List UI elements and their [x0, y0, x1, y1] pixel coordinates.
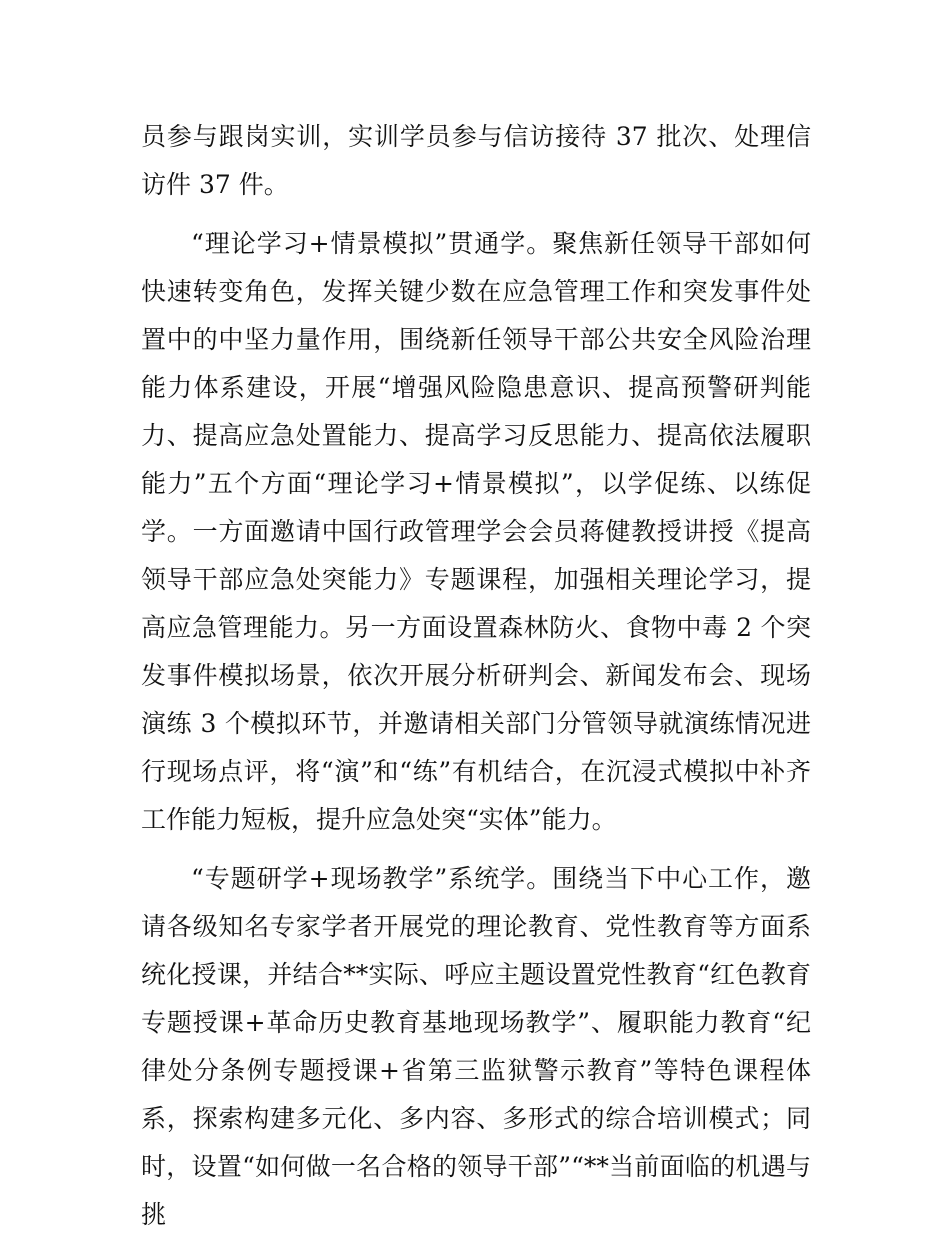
paragraph-gap [141, 844, 811, 855]
paragraph-gap [141, 209, 811, 220]
body-text [141, 113, 811, 1239]
paragraph-study-teaching: “专题研学+现场教学”系统学。围绕当下中心工作，邀请各级知名专家学者开展党的理论教育、党性教育等方面系统化授课，并结合**实际、呼应主题设置党性教育“红色教育专题授课+革命历史教育基地现场教学”、履职能力教育“纪律处分条例专题授课+省第三监狱警示教育”等特色课程体系，探索构建多元化、多内容、多形式的综合培训模式；同时，设置“如何做一名合格的领导干部”“**当前面临的机遇与挑 [141, 864, 811, 1229]
paragraph-continuation: 员参与跟岗实训，实训学员参与信访接待 37 批次、处理信访件 37 件。 [141, 122, 811, 199]
paragraph-theory-simulation: “理论学习+情景模拟”贯通学。聚焦新任领导干部如何快速转变角色，发挥关键少数在应急管理工作和突发事件处置中的中坚力量作用，围绕新任领导干部公共安全风险治理能力体系建设，开展“增强风险隐患意识、提高预警研判能力、提高应急处置能力、提高学习反思能力、提高依法履职能力”五个方面“理论学习+情景模拟”，以学促练、以练促学。一方面邀请中国行政管理学会会员蒋健教授讲授《提高领导干部应急处突能力》专题课程，加强相关理论学习，提高应急管理能力。另一方面设置森林防火、食物中毒 2 个突发事件模拟场景，依次开展分析研判会、新闻发布会、现场演练 3 个模拟环节，并邀请相关部门分管领导就演练情况进行现场点评，将“演”和“练”有机结合，在沉浸式模拟中补齐工作能力短板，提升应急处突“实体”能力。 [141, 229, 811, 834]
